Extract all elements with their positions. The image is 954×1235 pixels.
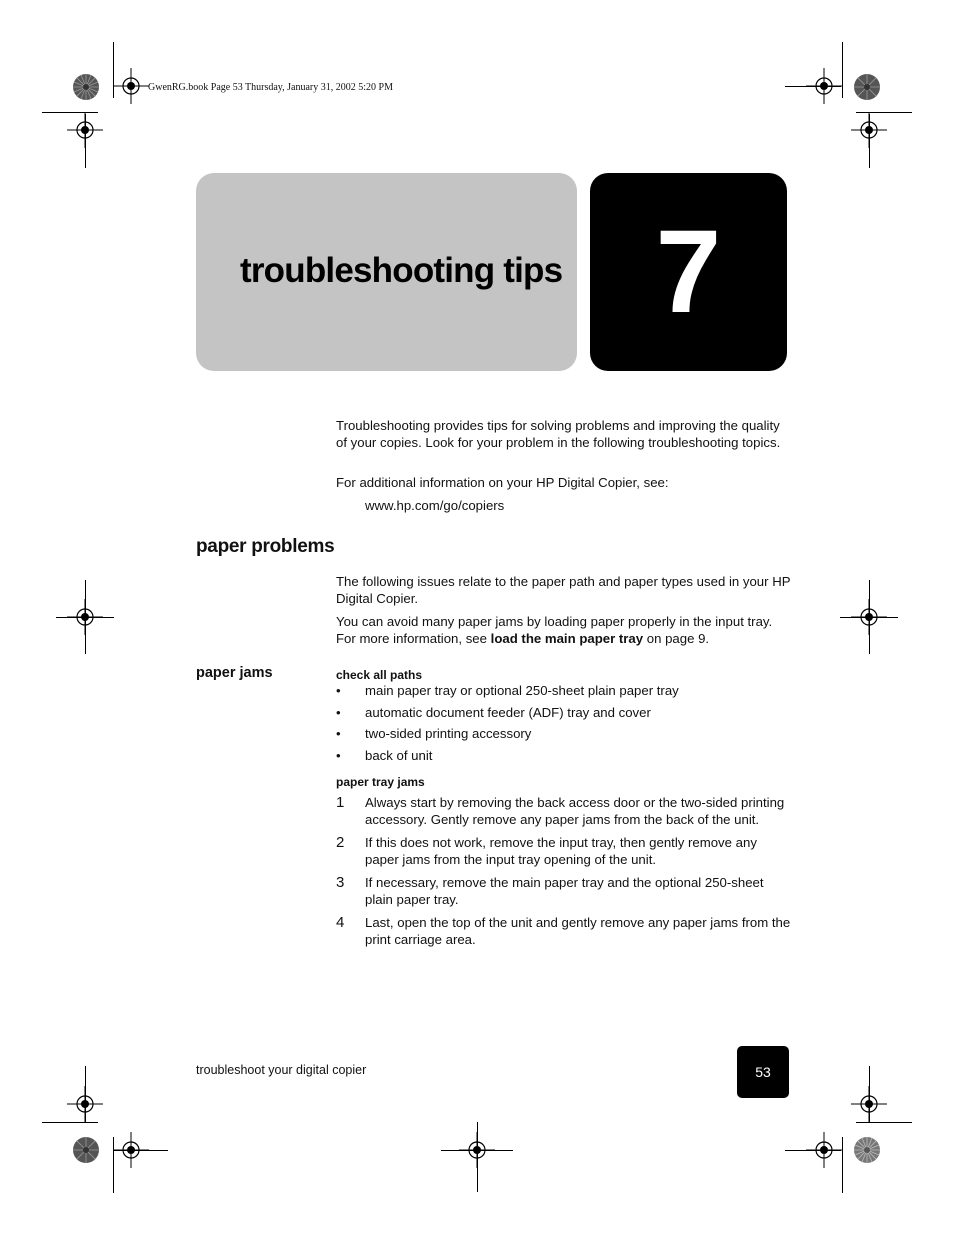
list-item <box>336 725 791 742</box>
bullet-marker: • <box>336 747 341 763</box>
page-number-tab <box>737 1046 789 1098</box>
check-paths-heading: check all paths <box>336 668 423 682</box>
paragraph-text: You can avoid many paper jams by loading paper properly in the input tray. For more information, see <box>336 614 773 646</box>
color-wheel-icon <box>72 73 100 101</box>
check-paths-list <box>336 682 791 768</box>
crop-mark <box>114 1150 168 1151</box>
section-text: The following issues relate to the paper path and paper types used in your HP Digital Copier. <box>336 574 791 606</box>
color-wheel-icon <box>853 1136 881 1164</box>
intro-paragraph <box>336 417 791 451</box>
crop-mark <box>85 1066 86 1122</box>
list-item <box>336 914 791 948</box>
list-item <box>336 747 791 764</box>
hp-copiers-link[interactable]: www.hp.com/go/copiers <box>365 498 505 513</box>
cross-reference-link[interactable]: load the main paper tray <box>490 631 644 646</box>
step-text: Always start by removing the back access door or the two-sided printing accessory. Gently remove any paper jams from the back of the unit. <box>365 795 785 827</box>
crop-mark <box>785 86 841 87</box>
crop-mark <box>785 1150 841 1151</box>
crop-mark <box>869 114 870 168</box>
step-number: 4 <box>336 914 345 931</box>
crop-mark <box>42 1122 98 1123</box>
chapter-title: troubleshooting tips <box>240 251 563 290</box>
list-item <box>336 834 791 868</box>
list-item-text: main paper tray or optional 250-sheet plain paper tray <box>365 683 679 698</box>
crop-mark <box>856 1122 912 1123</box>
intro-text: For additional information on your HP Digital Copier, see: <box>336 475 669 490</box>
crop-mark <box>477 1122 478 1192</box>
bullet-marker: • <box>336 726 341 741</box>
bullet-marker: • <box>336 683 341 698</box>
crop-mark <box>842 42 843 98</box>
section-text <box>336 613 791 647</box>
chapter-title-banner <box>196 173 577 371</box>
step-text: Last, open the top of the unit and gently remove any paper jams from the print carriage area. <box>365 915 791 947</box>
color-wheel-icon <box>72 1136 100 1164</box>
section-heading: paper problems <box>196 536 335 557</box>
step-number: 3 <box>336 874 345 891</box>
subsection-heading: paper jams <box>196 665 273 681</box>
registration-mark-icon <box>113 68 149 104</box>
step-number: 2 <box>336 834 345 851</box>
chapter-number-banner <box>590 173 787 371</box>
step-number: 1 <box>336 794 345 811</box>
crop-mark <box>840 617 898 618</box>
step-text: If necessary, remove the main paper tray and the optional 250-sheet plain paper tray. <box>365 875 764 907</box>
list-item <box>336 704 791 721</box>
intro-text: Troubleshooting provides tips for solving problems and improving the quality of your copies. Look for your problem in the following troubleshooting topics. <box>336 418 781 450</box>
list-item-text: two-sided printing accessory <box>365 726 532 741</box>
bullet-marker: • <box>336 704 341 720</box>
crop-mark <box>56 617 114 618</box>
list-item-text: automatic document feeder (ADF) tray and cover <box>365 704 651 720</box>
list-item-text: back of unit <box>365 747 433 763</box>
paper-tray-jams-heading: paper tray jams <box>336 775 425 789</box>
footer-chapter-name: troubleshoot your digital copier <box>196 1063 367 1077</box>
step-text: If this does not work, remove the input tray, then gently remove any paper jams from the input tray opening of the unit. <box>365 835 757 867</box>
color-wheel-icon <box>853 73 881 101</box>
list-item <box>336 794 791 828</box>
crop-mark <box>869 1066 870 1122</box>
list-item <box>336 874 791 908</box>
file-info-header: GwenRG.book Page 53 Thursday, January 31, 2002 5:20 PM <box>148 82 393 93</box>
intro-paragraph <box>336 474 791 491</box>
crop-mark <box>85 114 86 168</box>
paper-tray-jams-steps <box>336 794 791 954</box>
chapter-number: 7 <box>655 206 722 338</box>
section-paragraph <box>336 613 791 647</box>
page-number: 53 <box>755 1064 771 1080</box>
list-item <box>336 682 791 699</box>
section-paragraph <box>336 573 791 607</box>
crop-mark <box>842 1137 843 1193</box>
paragraph-text: on page 9. <box>643 631 710 646</box>
